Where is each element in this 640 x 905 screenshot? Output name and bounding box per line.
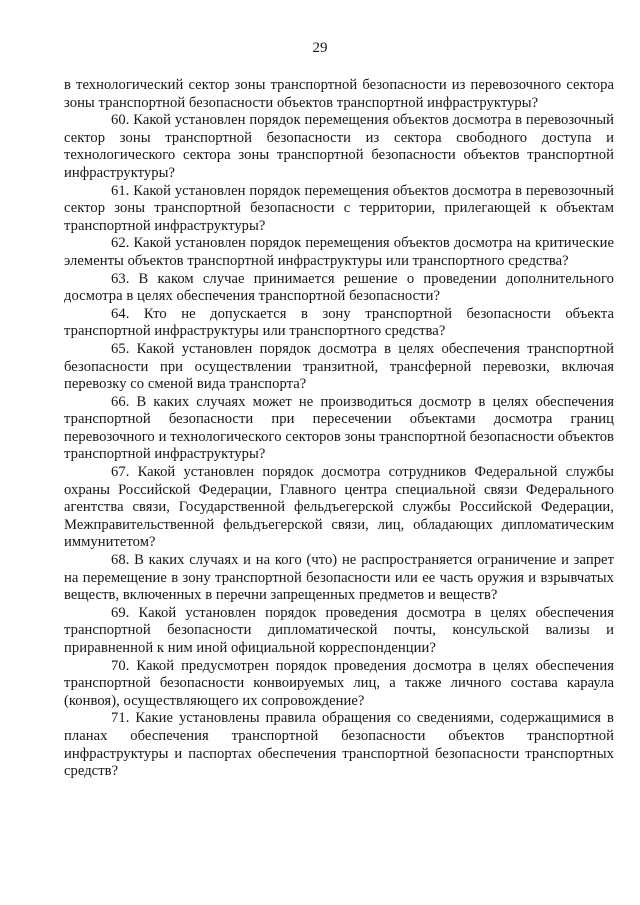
question-paragraph: 69. Какой установлен порядок проведения досмотра в целях обеспечения транспортной безопасности дипломатической почты, консульской вализы и приравненной к ним иной официальной корреспонденции? xyxy=(64,604,614,656)
question-paragraph: 67. Какой установлен порядок досмотра сотрудников Федеральной службы охраны Российской Федерации, Главного центра специальной связи Федерального агентства связи, Государственной фельдъегерской службы Российской Федерации, Межправительственной фельдъегерской связи, лиц, обладающих дипломатическим иммунитетом? xyxy=(64,464,614,551)
question-paragraph: 61. Какой установлен порядок перемещения объектов досмотра в перевозочный сектор зоны транспортной безопасности с территории, прилегающей к объектам транспортной инфраструктуры? xyxy=(64,182,614,234)
question-list xyxy=(64,77,614,781)
continued-paragraph: в технологический сектор зоны транспортной безопасности из перевозочного сектора зоны транспортной безопасности объектов транспортной инфраструктуры? xyxy=(64,77,614,111)
question-paragraph: 71. Какие установлены правила обращения со сведениями, содержащимися в планах обеспечения транспортной безопасности объектов транспортной инфраструктуры и паспортах обеспечения транспортной безопасности транспортных средств? xyxy=(64,710,614,780)
question-paragraph: 68. В каких случаях и на кого (что) не распространяется ограничение и запрет на перемещение в зону транспортной безопасности или ее часть оружия и взрывчатых веществ, включенных в перечни запрещенных предметов и веществ? xyxy=(64,552,614,604)
question-paragraph: 64. Кто не допускается в зону транспортной безопасности объекта транспортной инфраструктуры или транспортного средства? xyxy=(64,305,614,340)
question-paragraph: 70. Какой предусмотрен порядок проведения досмотра в целях обеспечения транспортной безопасности конвоируемых лиц, а также личного состава караула (конвоя), осуществляющего их сопровождение? xyxy=(64,657,614,709)
page-number: 29 xyxy=(312,40,328,56)
question-paragraph: 65. Какой установлен порядок досмотра в целях обеспечения транспортной безопасности при осуществлении транзитной, трансферной перевозки, включая перевозку со сменой вида транспорта? xyxy=(64,340,614,393)
question-paragraph: 60. Какой установлен порядок перемещения объектов досмотра в перевозочный сектор зоны транспортной безопасности из сектора свободного доступа и технологического сектора зоны транспортной безопасности объектов транспортной инфраструктуры? xyxy=(64,112,614,181)
question-paragraph: 62. Какой установлен порядок перемещения объектов досмотра на критические элементы объектов транспортной инфраструктуры или транспортного средства? xyxy=(64,235,614,269)
question-paragraph: 66. В каких случаях может не производиться досмотр в целях обеспечения транспортной безопасности при пересечении объектами досмотра границ перевозочного и технологического секторов зоны транспортной безопасности объектов транспортной инфраструктуры? xyxy=(64,393,614,463)
question-paragraph: 63. В каком случае принимается решение о проведении дополнительного досмотра в целях обеспечения транспортной безопасности? xyxy=(64,270,614,305)
